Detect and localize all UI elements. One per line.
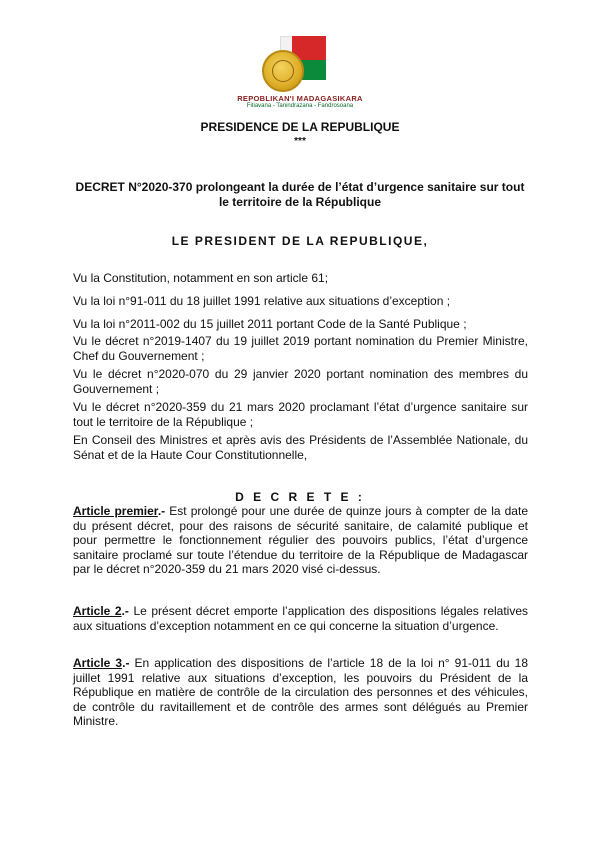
presidence-heading: PRESIDENCE DE LA REPUBLIQUE xyxy=(200,120,400,134)
article-text: Est prolongé pour une durée de quinze jours à compter de la date du présent décret, pour des raisons de sécurité sanitaire, de calamité publique et pour permettre le fonctionnement régulier des pouvoirs publics, l’état d’urgence sanitaire proclamé sur toute l’étendue du territoire de la République de Madagascar par le décret n°2020-359 du 21 mars 2020 visé ci-dessus. xyxy=(73,504,528,576)
decree-title: DECRET N°2020-370 prolongeant la durée de l’état d’urgence sanitaire sur tout le territoire de la République xyxy=(75,180,525,209)
decrete-heading: D E C R E T E : xyxy=(235,490,365,504)
seal-emblem-icon xyxy=(262,50,304,92)
visa-decret-2020-359: Vu le décret n°2020-359 du 21 mars 2020 proclamant l’état d’urgence sanitaire sur tout le territoire de la République ; xyxy=(73,400,528,429)
visa-constitution: Vu la Constitution, notamment en son article 61; xyxy=(73,271,329,285)
president-heading: LE PRESIDENT DE LA REPUBLIQUE, xyxy=(171,234,429,248)
republic-logo xyxy=(222,30,378,110)
seal-inner-ring xyxy=(272,60,294,82)
visa-loi-2011-002: Vu la loi n°2011-002 du 15 juillet 2011 portant Code de la Santé Publique ; xyxy=(73,317,467,331)
visa-decret-2019-1407: Vu le décret n°2019-1407 du 19 juillet 2019 portant nomination du Premier Ministre, Chef du Gouvernement ; xyxy=(73,334,528,363)
visa-decret-2020-070: Vu le décret n°2020-070 du 29 janvier 2020 portant nomination des membres du Gouvernement ; xyxy=(73,367,528,396)
visa-loi-91-011: Vu la loi n°91-011 du 18 juillet 1991 relative aux situations d’exception ; xyxy=(73,294,451,308)
article-heading: Article premier xyxy=(73,504,158,518)
separator-stars: *** xyxy=(294,136,306,147)
article-premier xyxy=(73,504,528,577)
article-3 xyxy=(73,656,528,729)
logo-country-name: REPOBLIKAN'I MADAGASIKARA xyxy=(237,94,363,103)
article-heading: Article 3 xyxy=(73,656,123,670)
article-separator: .- xyxy=(157,504,166,518)
article-2 xyxy=(73,604,528,633)
article-text: Le présent décret emporte l’application des dispositions légales relatives aux situations d’exception notamment en ce qui concerne la situation d’urgence. xyxy=(73,604,529,633)
visa-conseil-ministres: En Conseil des Ministres et après avis des Présidents de l’Assemblée Nationale, du Sénat et de la Haute Cour Constitutionnelle, xyxy=(73,433,528,462)
logo-motto: Fitiavana - Tanindrazana - Fandrosoana xyxy=(246,103,354,109)
article-separator: .- xyxy=(121,604,129,618)
article-separator: .- xyxy=(122,656,130,670)
article-text: En application des dispositions de l’article 18 de la loi n° 91-011 du 18 juillet 1991 relative aux situations d’exception, les pouvoirs du Président de la République en matière de contrôle de la circulation des personnes et des véhicules, de contrôle du ravitaillement et de contrôle des armes sont délégués au Premier Ministre. xyxy=(73,656,529,728)
article-heading: Article 2 xyxy=(73,604,122,618)
